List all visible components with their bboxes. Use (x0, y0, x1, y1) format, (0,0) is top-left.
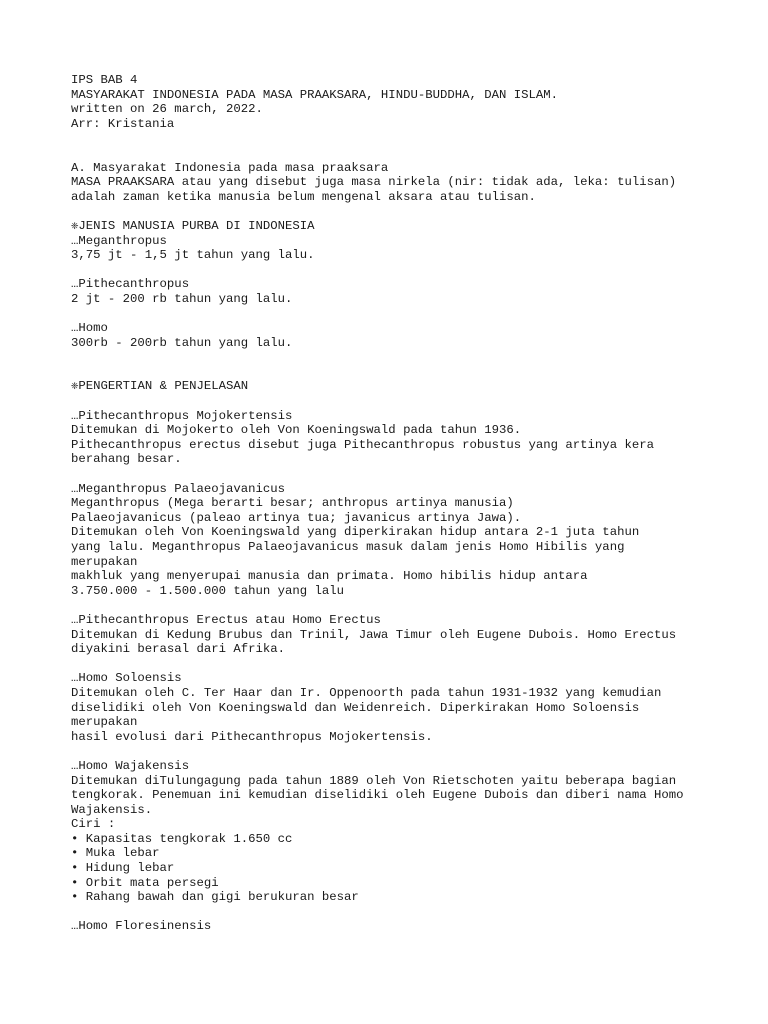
entry-line: Pithecanthropus erectus disebut juga Pithecanthropus robustus yang artinya kera (71, 437, 654, 452)
doc-header (71, 73, 751, 131)
entry-line: Palaeojavanicus (paleao artinya tua; javanicus artinya Jawa). (71, 510, 522, 525)
jenis-item-desc: 3,75 jt - 1,5 jt tahun yang lalu. (71, 248, 315, 263)
entry-line: Ditemukan oleh Von Koeningswald yang diperkirakan hidup antara 2-1 juta tahun (71, 525, 640, 540)
entry-line: 3.750.000 - 1.500.000 tahun yang lalu (71, 583, 345, 598)
section-a-line: adalah zaman ketika manusia belum mengenal aksara atau tulisan. (71, 189, 536, 204)
section-a-line: MASA PRAAKSARA atau yang disebut juga masa nirkela (nir: tidak ada, leka: tulisan) (71, 175, 677, 190)
entry-line: Ditemukan di Kedung Brubus dan Trinil, Jawa Timur oleh Eugene Dubois. Homo Erectus (71, 627, 677, 642)
doc-date: written on 26 march, 2022. (71, 102, 263, 117)
entry-line: berahang besar. (71, 452, 182, 467)
entry-line: Ditemukan oleh C. Ter Haar dan Ir. Oppenoorth pada tahun 1931-1932 yang kemudian (71, 685, 662, 700)
jenis-item-desc: 300rb - 200rb tahun yang lalu. (71, 335, 293, 350)
bullet-item: • Kapasitas tengkorak 1.650 cc (71, 831, 293, 846)
entry-line: Wajakensis. (71, 802, 153, 817)
jenis-heading: ❈JENIS MANUSIA PURBA DI INDONESIA (71, 218, 315, 233)
entry-title: …Homo Floresinensis (71, 919, 212, 934)
pengertian-section (71, 379, 751, 934)
jenis-item-name: …Homo (71, 321, 108, 336)
document-body (71, 73, 751, 934)
jenis-section (71, 219, 751, 350)
entry-line: Ditemukan di Mojokerto oleh Von Koeningswald pada tahun 1936. (71, 423, 522, 438)
entry-line: Ditemukan diTulungagung pada tahun 1889 oleh Von Rietschoten yaitu beberapa bagian (71, 773, 677, 788)
entry-line: merupakan (71, 715, 138, 730)
entry-title: …Homo Soloensis (71, 671, 182, 686)
entry-line: Ciri : (71, 817, 116, 832)
entry-line: diyakini berasal dari Afrika. (71, 642, 286, 657)
entry-line: makhluk yang menyerupai manusia dan primata. Homo hibilis hidup antara (71, 569, 588, 584)
doc-title: IPS BAB 4 (71, 73, 138, 87)
entry-title: …Pithecanthropus Erectus atau Homo Erectus (71, 612, 381, 627)
entry-line: hasil evolusi dari Pithecanthropus Mojokertensis. (71, 729, 433, 744)
entry-line: tengkorak. Penemuan ini kemudian diselidiki oleh Eugene Dubois dan diberi nama Homo (71, 788, 684, 803)
pengertian-heading: ❈PENGERTIAN & PENJELASAN (71, 379, 249, 394)
doc-subtitle: MASYARAKAT INDONESIA PADA MASA PRAAKSARA, HINDU-BUDDHA, DAN ISLAM. (71, 87, 559, 102)
entry-line: Meganthropus (Mega berarti besar; anthropus artinya manusia) (71, 496, 514, 511)
bullet-item: • Orbit mata persegi (71, 875, 219, 890)
entry-line: yang lalu. Meganthropus Palaeojavanicus masuk dalam jenis Homo Hibilis yang (71, 540, 625, 554)
bullet-item: • Rahang bawah dan gigi berukuran besar (71, 890, 359, 905)
section-a (71, 161, 751, 205)
doc-author: Arr: Kristania (71, 116, 175, 131)
entry-title: …Homo Wajakensis (71, 758, 190, 773)
section-a-title: A. Masyarakat Indonesia pada masa praaksara (71, 160, 389, 175)
jenis-item-desc: 2 jt - 200 rb tahun yang lalu. (71, 291, 293, 306)
entry-line: merupakan (71, 554, 138, 569)
bullet-item: • Muka lebar (71, 846, 160, 861)
jenis-item-name: …Meganthropus (71, 233, 167, 248)
entry-title: …Pithecanthropus Mojokertensis (71, 408, 293, 423)
jenis-item-name: …Pithecanthropus (71, 277, 190, 292)
bullet-item: • Hidung lebar (71, 861, 175, 876)
entry-title: …Meganthropus Palaeojavanicus (71, 481, 286, 496)
entry-line: diselidiki oleh Von Koeningswald dan Weidenreich. Diperkirakan Homo Soloensis (71, 700, 640, 715)
